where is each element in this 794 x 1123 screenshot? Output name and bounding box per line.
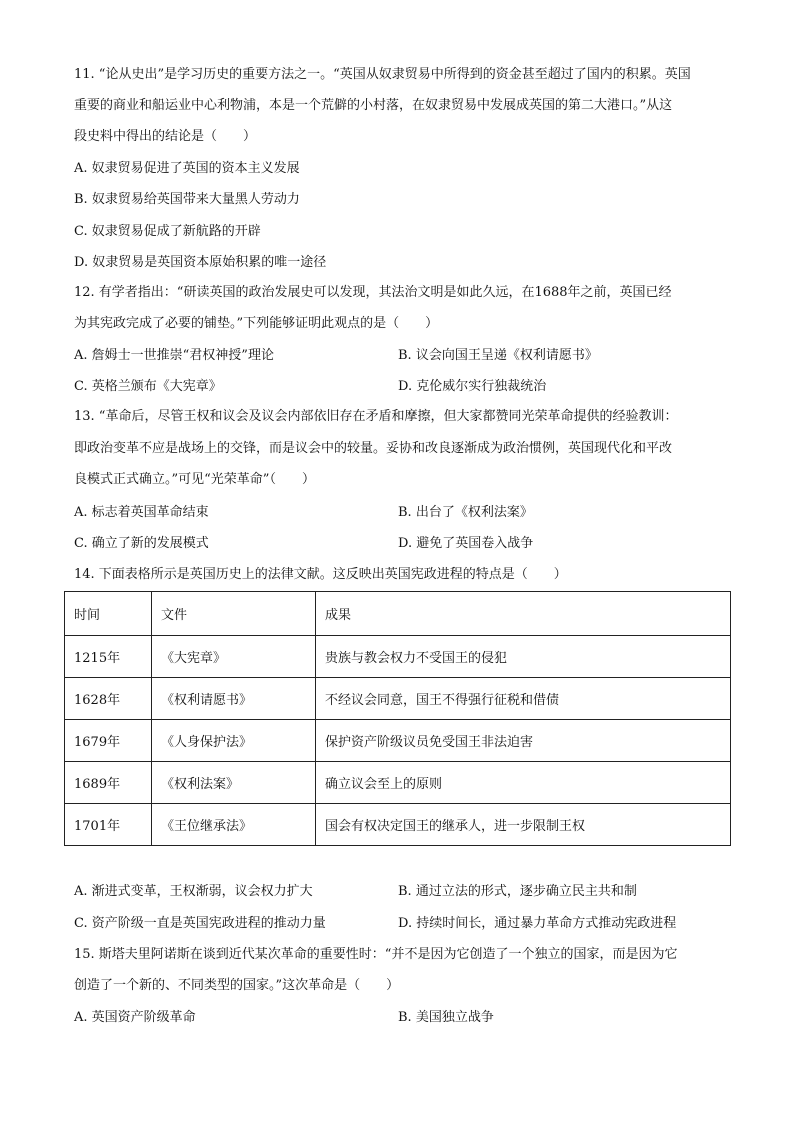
cell-result: 不经议会同意，国王不得强行征税和借债: [316, 678, 731, 720]
q15-option-b[interactable]: B. 美国独立战争: [398, 1010, 494, 1025]
q11-option-a[interactable]: A. 奴隶贸易促进了英国的资本主义发展: [74, 161, 300, 176]
cell-document: 《王位继承法》: [152, 804, 316, 846]
cell-year: 1628年: [65, 678, 152, 720]
q12-stem-line-1: 12. 有学者指出：“研读英国的政治发展史可以发现，其法治文明是如此久远，在1688年之前，英国已经: [74, 285, 672, 300]
q13-option-d[interactable]: D. 避免了英国卷入战争: [398, 536, 534, 551]
q13-option-a[interactable]: A. 标志着英国革命结束: [74, 505, 209, 520]
q11-option-c[interactable]: C. 奴隶贸易促成了新航路的开辟: [74, 224, 261, 239]
cell-year: 1689年: [65, 762, 152, 804]
q11-stem-line-1: 11. “论从史出”是学习历史的重要方法之一。“英国从奴隶贸易中所得到的资金甚至超过了国内的积累。英国: [74, 67, 691, 82]
q15-option-a[interactable]: A. 英国资产阶级革命: [74, 1010, 196, 1025]
q12-option-b[interactable]: B. 议会向国王呈递《权利请愿书》: [398, 348, 598, 363]
q14-option-c[interactable]: C. 资产阶级一直是英国宪政进程的推动力量: [74, 916, 326, 931]
q14-stem: 14. 下面表格所示是英国历史上的法律文献。这反映出英国宪政进程的特点是（ ）: [74, 567, 567, 582]
cell-year: 1215年: [65, 636, 152, 678]
q11-option-d[interactable]: D. 奴隶贸易是英国资本原始积累的唯一途径: [74, 255, 327, 270]
q14-option-d[interactable]: D. 持续时间长，通过暴力革命方式推动宪政进程: [398, 916, 677, 931]
q13-stem-line-1: 13. “革命后，尽管王权和议会及议会内部依旧存在矛盾和摩擦，但大家都赞同光荣革命提供的经验教训：: [74, 409, 678, 424]
cell-year: 1701年: [65, 804, 152, 846]
q15-stem-line-1: 15. 斯塔夫里阿诺斯在谈到近代某次革命的重要性时：“并不是因为它创造了一个独立的国家，而是因为它: [74, 947, 678, 962]
q12-option-d[interactable]: D. 克伦威尔实行独裁统治: [398, 379, 547, 394]
cell-result: 确立议会至上的原则: [316, 762, 731, 804]
q14-option-b[interactable]: B. 通过立法的形式，逐步确立民主共和制: [398, 884, 637, 899]
cell-year: 1679年: [65, 720, 152, 762]
cell-document: 《权利法案》: [152, 762, 316, 804]
table-header-row: [65, 592, 731, 636]
q12-stem-line-2: 为其宪政完成了必要的铺垫。”下列能够证明此观点的是（ ）: [74, 316, 439, 331]
table-row: [65, 804, 731, 846]
q14-option-a[interactable]: A. 渐进式变革，王权渐弱，议会权力扩大: [74, 884, 313, 899]
header-document: 文件: [152, 592, 316, 636]
law-documents-table: [64, 591, 731, 846]
q11-option-b[interactable]: B. 奴隶贸易给英国带来大量黑人劳动力: [74, 192, 300, 207]
q12-option-c[interactable]: C. 英格兰颁布《大宪章》: [74, 379, 222, 394]
cell-result: 国会有权决定国王的继承人，进一步限制王权: [316, 804, 731, 846]
q15-stem-line-2: 创造了一个新的、不同类型的国家。”这次革命是（ ）: [74, 978, 400, 993]
cell-result: 贵族与教会权力不受国王的侵犯: [316, 636, 731, 678]
q13-stem-line-2: 即政治变革不应是战场上的交锋，而是议会中的较量。妥协和改良逐渐成为政治惯例，英国现代化和平改: [74, 441, 673, 456]
q13-option-b[interactable]: B. 出台了《权利法案》: [398, 505, 533, 520]
table-row: [65, 720, 731, 762]
cell-document: 《人身保护法》: [152, 720, 316, 762]
cell-document: 《权利请愿书》: [152, 678, 316, 720]
table-row: [65, 762, 731, 804]
q11-stem-line-3: 段史料中得出的结论是（ ）: [74, 129, 257, 144]
header-result: 成果: [316, 592, 731, 636]
q13-option-c[interactable]: C. 确立了新的发展模式: [74, 536, 209, 551]
table-row: [65, 678, 731, 720]
q11-stem-line-2: 重要的商业和船运业中心利物浦，本是一个荒僻的小村落，在奴隶贸易中发展成英国的第二大港口。”从这: [74, 98, 673, 113]
cell-result: 保护资产阶级议员免受国王非法迫害: [316, 720, 731, 762]
header-time: 时间: [65, 592, 152, 636]
q12-option-a[interactable]: A. 詹姆士一世推崇“君权神授”理论: [74, 348, 274, 363]
cell-document: 《大宪章》: [152, 636, 316, 678]
table-row: [65, 636, 731, 678]
q13-stem-line-3: 良模式正式确立。”可见“光荣革命”（ ）: [74, 472, 315, 487]
